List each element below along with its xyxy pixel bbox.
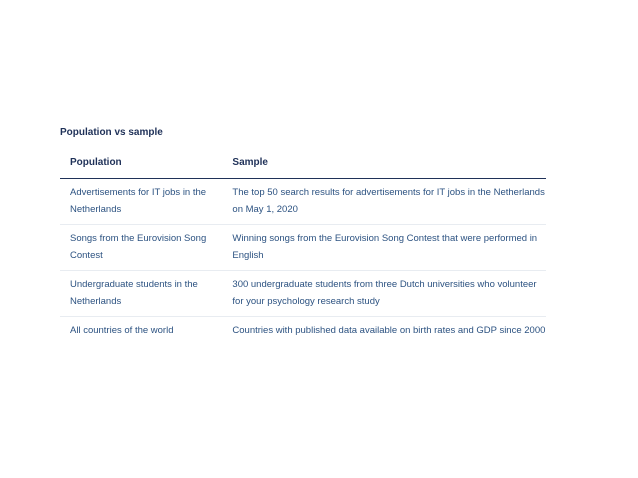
table-row	[60, 317, 546, 346]
column-header-sample: Sample	[222, 151, 546, 179]
population-cell: Advertisements for IT jobs in the Netherlands	[60, 179, 222, 225]
sample-cell: 300 undergraduate students from three Dutch universities who volunteer for your psychology research study	[222, 271, 546, 317]
table-row	[60, 225, 546, 271]
population-cell: Songs from the Eurovision Song Contest	[60, 225, 222, 271]
table-caption: Population vs sample	[60, 127, 163, 138]
sample-cell: Winning songs from the Eurovision Song Contest that were performed in English	[222, 225, 546, 271]
sample-cell: The top 50 search results for advertisements for IT jobs in the Netherlands on May 1, 2020	[222, 179, 546, 225]
table-row	[60, 179, 546, 225]
population-sample-table	[60, 151, 546, 345]
table-row	[60, 271, 546, 317]
sample-cell: Countries with published data available on birth rates and GDP since 2000	[232, 325, 546, 336]
population-cell: All countries of the world	[70, 325, 174, 336]
table-header-row	[60, 151, 546, 179]
column-header-population: Population	[60, 151, 222, 179]
population-cell: Undergraduate students in the Netherlands	[60, 271, 222, 317]
